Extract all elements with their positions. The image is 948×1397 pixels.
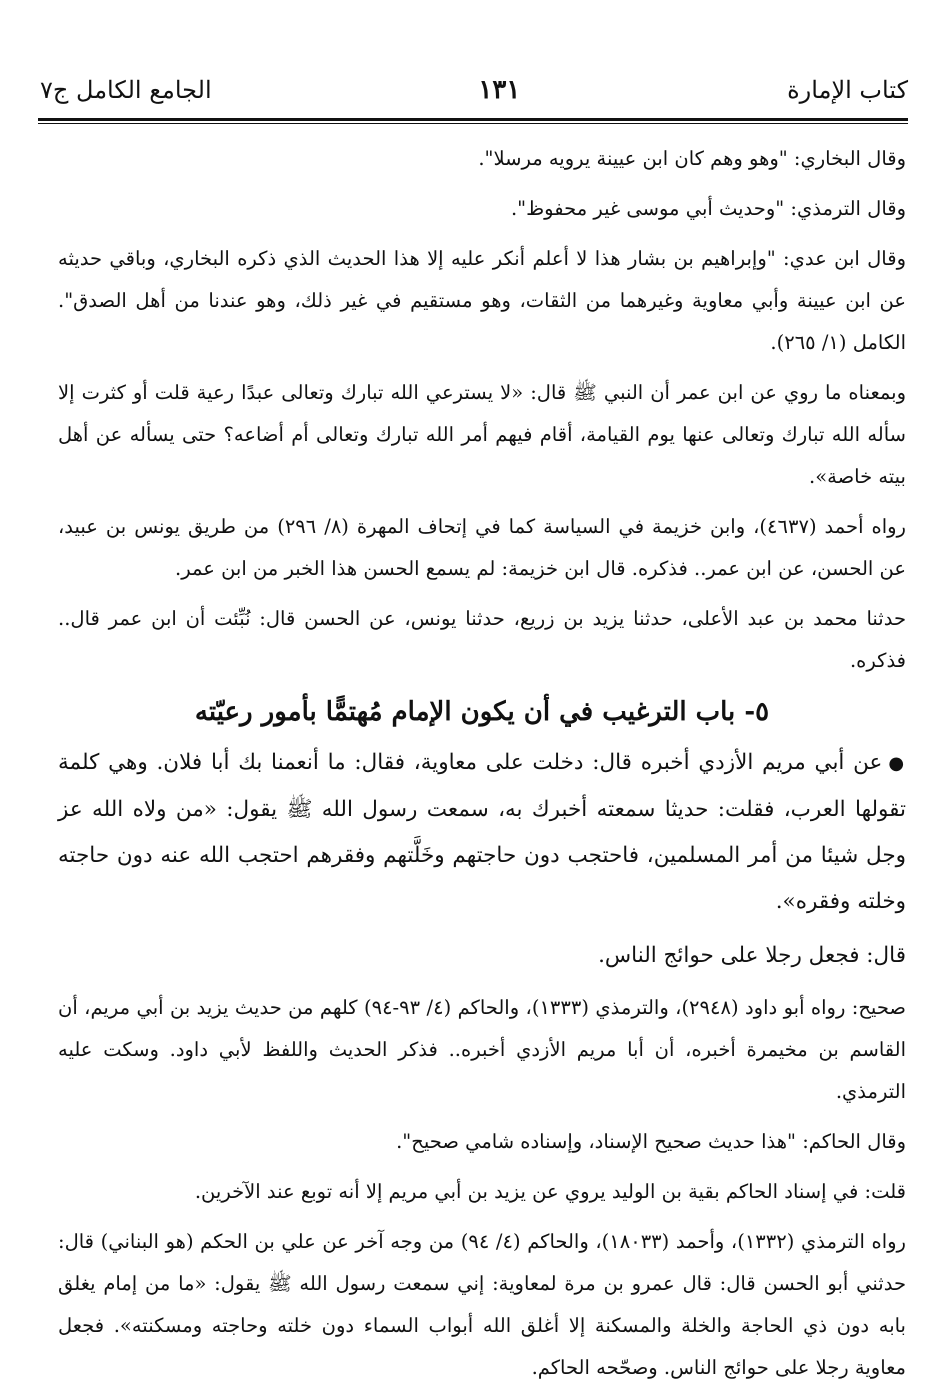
page-number: ١٣١ xyxy=(478,75,521,105)
paragraph-hakim: وقال الحاكم: "هذا حديث صحيح الإسناد، وإسناده شامي صحيح". xyxy=(396,1130,906,1153)
page-body xyxy=(58,138,906,1397)
paragraph-ahmad-takhrij: رواه أحمد (٤٦٣٧)، وابن خزيمة في السياسة كما في إتحاف المهرة (٨/ ٢٩٦) من طريق يونس بن عبيد، عن الحسن، عن ابن عمر.. فذكره. قال ابن خزيمة: لم يسمع الحسن هذا الخبر من ابن عمر. xyxy=(58,515,906,580)
bullet-icon: ● xyxy=(888,753,906,774)
paragraph-main-hadith xyxy=(58,740,906,925)
main-hadith-text: عن أبي مريم الأزدي أخبره قال: دخلت على معاوية، فقال: ما أنعمنا بك أبا فلان. وهي كلمة تقولها العرب، فقلت: حديثا سمعته أخبرك به، سمعت رسول الله ﷺ يقول: «من ولاه الله عز وجل شيئا من أمر المسلمين، فاحتجب دون حاجتهم وخَلَّتهم وفقرهم احتجب الله عنه دون حاجته وخلته وفقره». xyxy=(58,750,906,914)
paragraph-isnad: حدثنا محمد بن عبد الأعلى، حدثنا يزيد بن زريع، حدثنا يونس، عن الحسن قال: نُبِّئت أن ابن عمر قال.. فذكره. xyxy=(58,607,906,672)
chapter-title: كتاب الإمارة xyxy=(787,76,908,104)
running-header xyxy=(40,64,908,116)
book-title: الجامع الكامل ج٧ xyxy=(40,76,212,104)
paragraph-tirmidhi-takhrij: رواه الترمذي (١٣٣٢)، وأحمد (١٨٠٣٣)، والحاكم (٤/ ٩٤) من وجه آخر عن علي بن الحكم (هو البناني) قال: حدثني أبو الحسن قال: قال عمرو بن مرة لمعاوية: إني سمعت رسول الله ﷺ يقول: «ما من إمام يغلق بابه دون ذي الحاجة والخلة والمسكنة إلا أغلق الله أبواب السماء دون خلته وحاجته ومسكنته». فجعل معاوية رجلا على حوائج الناس. وصحّحه الحاكم. xyxy=(58,1230,906,1379)
paragraph-sahih: صحيح: رواه أبو داود (٢٩٤٨)، والترمذي (١٣٣٣)، والحاكم (٤/ ٩٣-٩٤) كلهم من حديث يزيد بن أبي مريم، أن القاسم بن مخيمرة أخبره، أن أبا مريم الأزدي أخبره.. فذكر الحديث واللفظ لأبي داود. وسكت عليه الترمذي. xyxy=(58,996,906,1103)
paragraph-tirmidhi: وقال الترمذي: "وحديث أبي موسى غير محفوظ". xyxy=(510,197,906,220)
header-rule-thin xyxy=(38,123,908,124)
header-rule xyxy=(38,118,908,121)
section-heading: ٥- باب الترغيب في أن يكون الإمام مُهتمًّا بأمور رعيّته xyxy=(194,697,770,727)
paragraph-qala: قال: فجعل رجلا على حوائج الناس. xyxy=(598,943,906,968)
paragraph-hadith-ibn-umar: وبمعناه ما روي عن ابن عمر أن النبي ﷺ قال: «لا يسترعي الله تبارك وتعالى عبدًا رعية قلت أو كثرت إلا سأله الله تبارك وتعالى عنها يوم القيامة، أقام فيهم أمر الله تبارك وتعالى أم أضاعه؟ حتى يسأله عن أهل بيته خاصة». xyxy=(58,381,906,488)
paragraph-qultu: قلت: في إسناد الحاكم بقية بن الوليد يروي عن يزيد بن أبي مريم إلا أنه توبع عند الآخرين. xyxy=(194,1180,906,1203)
paragraph-bukhari: وقال البخاري: "وهو وهم كان ابن عيينة يرويه مرسلا". xyxy=(478,147,906,170)
paragraph-ibn-adi: وقال ابن عدي: "وإبراهيم بن بشار هذا لا أعلم أنكر عليه إلا هذا الحديث الذي ذكره البخاري، وباقي حديثه عن ابن عيينة وأبي معاوية وغيرهما من الثقات، وهو مستقيم في غير ذلك، وهو عندنا من أهل الصدق". الكامل (١/ ٢٦٥). xyxy=(58,247,906,354)
